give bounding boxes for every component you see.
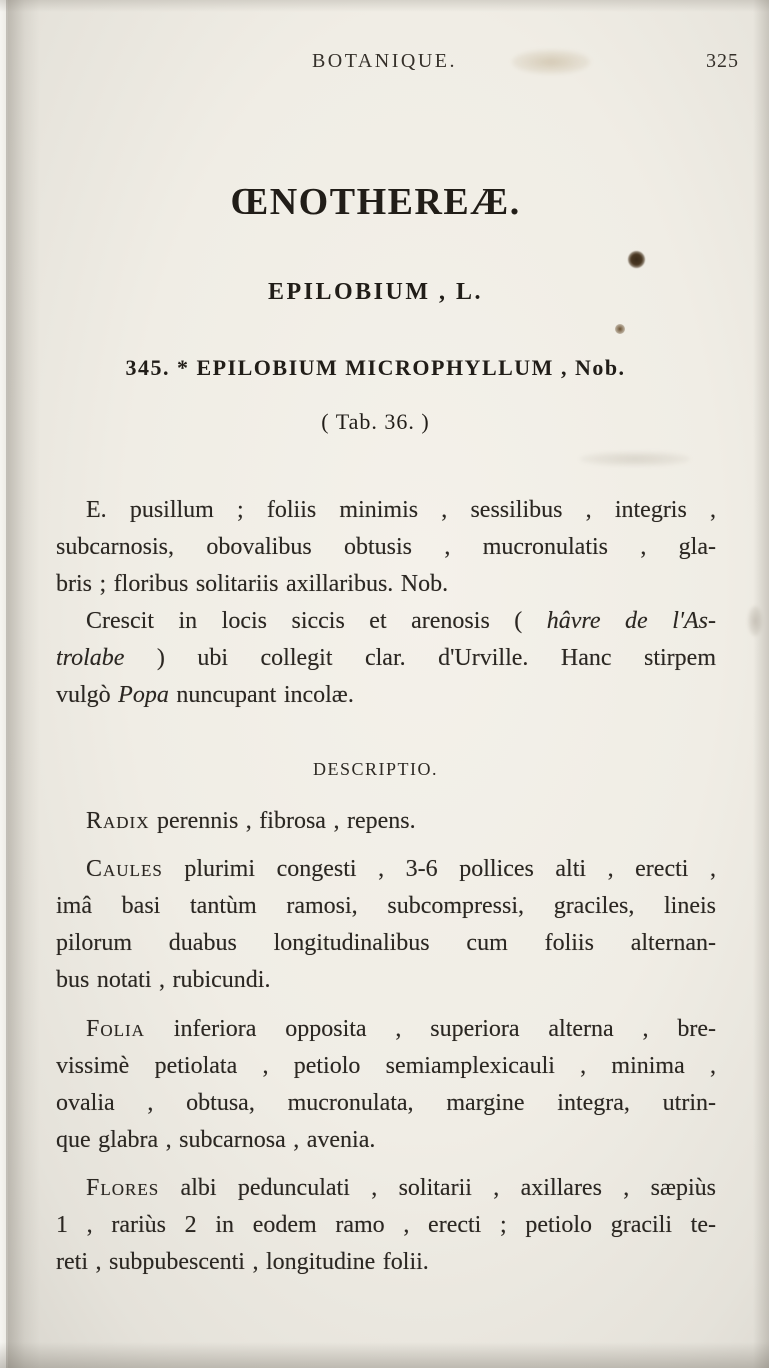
text-line [56,1085,716,1122]
running-head [0,50,769,76]
flores-paragraph [56,1170,716,1281]
genus-heading: EPILOBIUM , L. [267,279,484,305]
text-line [56,677,716,714]
text-line [56,803,716,840]
text-line [56,492,716,529]
diagnosis-paragraph [56,492,716,603]
text-segment: bus notati , rubicundi. [56,967,271,993]
paper-stain [615,324,625,334]
folia-paragraph [56,1011,716,1159]
text-segment: nuncupant incolæ. [168,682,354,708]
paper-stain [628,251,645,268]
page-right-edge-shadow [753,0,769,1368]
text-segment: perennis , fibrosa , repens. [149,808,416,834]
caules-paragraph [56,851,716,999]
text-segment: inferiora opposita , superiora alterna , bre- [144,1016,716,1042]
italic-text-segment: Popa [118,682,169,708]
text-segment: ovalia , obtusa, mucronulata, margine integra, utrin- [56,1090,716,1116]
text-segment: 1 , rariùs 2 in eodem ramo , erecti ; petiolo gracili te- [56,1212,716,1238]
text-segment: pilorum duabus longitudinalibus cum foliis alternan- [56,930,716,956]
text-segment: E. pusillum ; foliis minimis , sessilibus , integris , [86,497,716,523]
text-line [56,566,716,603]
text-segment: ) ubi collegit clar. d'Urville. Hanc stirpem [124,645,716,671]
text-line [56,1244,716,1281]
habitat-paragraph [56,603,716,714]
text-segment: imâ basi tantùm ramosi, subcompressi, graciles, lineis [56,893,716,919]
smallcaps-text-segment: Caules [86,856,163,882]
page-number: 325 [706,50,739,72]
italic-text-segment: trolabe [56,645,125,671]
smallcaps-text-segment: Folia [86,1016,145,1042]
text-segment: plurimi congesti , 3-6 pollices alti , erecti , [162,856,716,882]
text-line [56,1207,716,1244]
text-segment: reti , subpubescenti , longitudine folii. [56,1249,429,1275]
text-segment: subcarnosis, obovalibus obtusis , mucronulatis , gla- [56,534,716,560]
family-heading: ŒNOTHEREÆ. [230,181,521,223]
running-title: BOTANIQUE. [311,50,458,72]
text-line [56,1048,716,1085]
text-line [56,529,716,566]
text-segment: que glabra , subcarnosa , avenia. [56,1127,376,1153]
section-heading: DESCRIPTIO. [312,759,438,779]
text-line [56,1011,716,1048]
text-segment: Crescit in locis siccis et arenosis ( [86,608,547,634]
text-segment: vissimè petiolata , petiolo semiamplexicauli , minima , [56,1053,716,1079]
text-line [56,1170,716,1207]
text-line [56,851,716,888]
text-line [56,888,716,925]
smallcaps-text-segment: Flores [86,1175,160,1201]
page-bottom-edge-shadow [0,1342,769,1368]
radix-paragraph [56,803,716,840]
smallcaps-text-segment: Radix [86,808,150,834]
species-heading: 345. * EPILOBIUM MICROPHYLLUM , Nob. [125,355,626,380]
text-line [56,603,716,640]
text-segment: albi pedunculati , solitarii , axillares , sæpiùs [159,1175,716,1201]
text-line [56,925,716,962]
plate-reference: ( Tab. 36. ) [321,409,430,434]
page-top-edge-shadow [0,0,769,12]
text-line [56,640,716,677]
text-segment: vulgò [56,682,119,708]
text-line [56,1122,716,1159]
text-line [56,962,716,999]
italic-text-segment: hâvre de l'As- [546,608,716,634]
text-segment: bris ; floribus solitariis axillaribus. Nob. [56,571,449,597]
paper-stain [580,452,690,466]
